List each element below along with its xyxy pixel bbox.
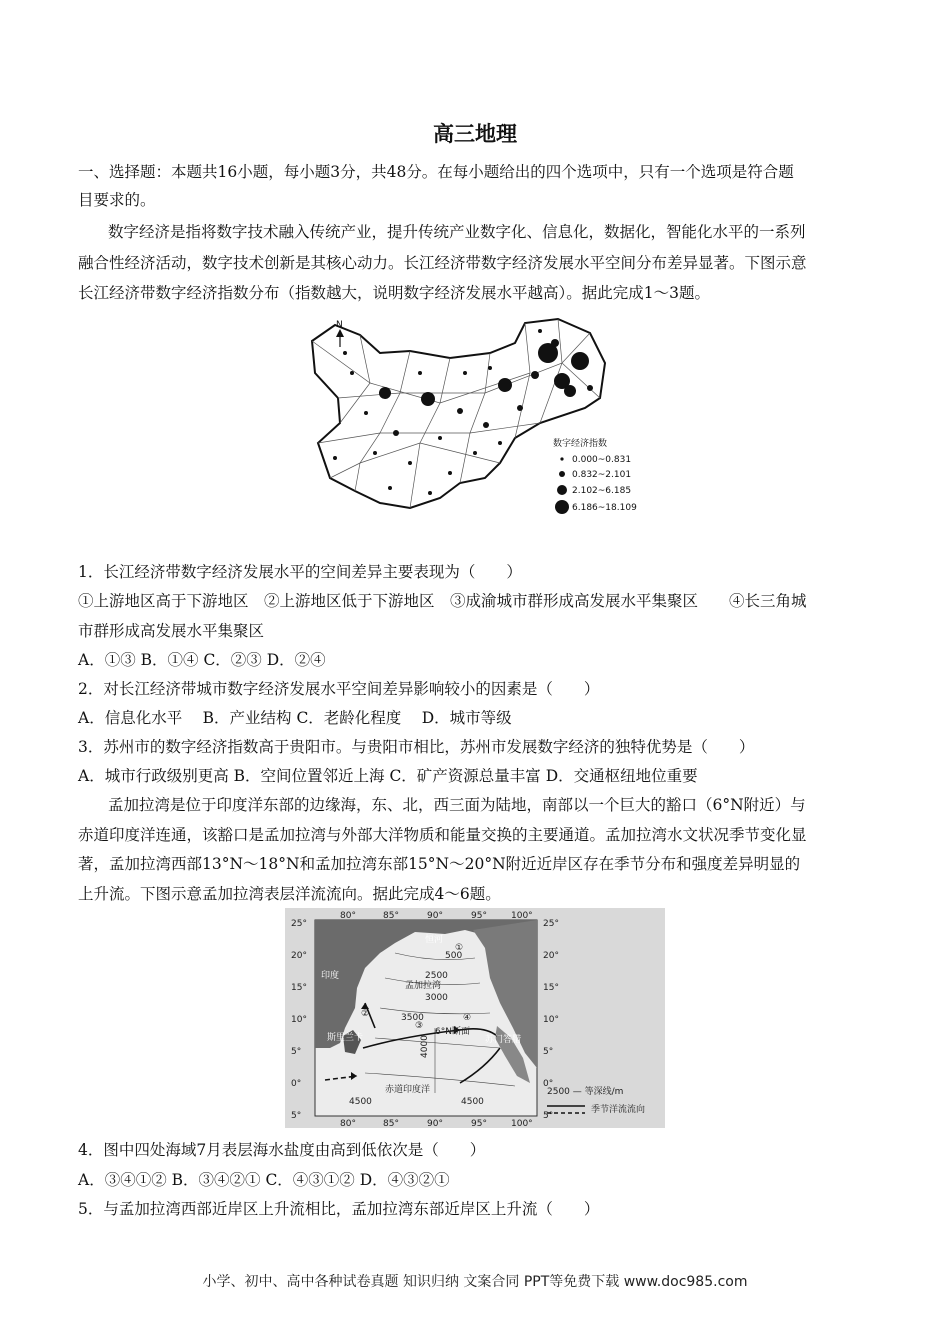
- svg-text:0.832~2.101: 0.832~2.101: [572, 470, 632, 480]
- svg-text:赤道印度洋: 赤道印度洋: [385, 1085, 431, 1095]
- svg-text:100°: 100°: [511, 1119, 533, 1128]
- yangtze-digital-economy-map: [300, 313, 645, 523]
- svg-text:90°: 90°: [427, 1119, 443, 1128]
- svg-text:5°: 5°: [291, 1047, 302, 1057]
- svg-text:6°N断面: 6°N断面: [435, 1027, 470, 1037]
- svg-text:数字经济指数: 数字经济指数: [553, 439, 608, 449]
- svg-text:25°: 25°: [543, 919, 559, 929]
- svg-text:4500: 4500: [461, 1097, 484, 1107]
- bay-of-bengal-current-map: [285, 908, 665, 1128]
- page-title: 高三地理: [433, 121, 517, 146]
- svg-text:500: 500: [445, 951, 463, 961]
- svg-text:5°: 5°: [543, 1047, 554, 1057]
- passage2-line3: 著，孟加拉湾西部13°N～18°N和孟加拉湾东部15°N～20°N附近近岸区存在季节分布和强度差异明显的: [78, 855, 801, 873]
- svg-text:孟加拉湾: 孟加拉湾: [405, 981, 442, 991]
- svg-text:90°: 90°: [427, 911, 443, 921]
- svg-text:25°: 25°: [291, 919, 307, 929]
- svg-text:6.186~18.109: 6.186~18.109: [572, 503, 637, 513]
- svg-text:10°: 10°: [543, 1015, 559, 1025]
- q5-stem: 5．与孟加拉湾西部近岸区上升流相比，孟加拉湾东部近岸区上升流（ ）: [78, 1200, 600, 1218]
- svg-text:③: ③: [415, 1021, 424, 1031]
- svg-text:3500: 3500: [401, 1013, 424, 1023]
- q1-options-line1: ①上游地区高于下游地区 ②上游地区低于下游地区 ③成渝城市群形成高发展水平集聚区 ④长三角城: [78, 592, 807, 610]
- svg-text:季节洋流流向: 季节洋流流向: [591, 1105, 646, 1115]
- passage2-line4: 上升流。下图示意孟加拉湾表层洋流流向。据此完成4～6题。: [78, 885, 501, 903]
- q4-choices: A．③④①② B．③④②① C．④③①② D．④③②①: [78, 1171, 450, 1189]
- svg-text:85°: 85°: [383, 911, 399, 921]
- section-instruction: 一、选择题：本题共16小题，每小题3分，共48分。在每小题给出的四个选项中，只有一个选项是符合题: [78, 163, 794, 181]
- svg-text:85°: 85°: [383, 1119, 399, 1128]
- svg-text:100°: 100°: [511, 911, 533, 921]
- q1-options-line2: 市群形成高发展水平集聚区: [78, 622, 265, 640]
- svg-text:95°: 95°: [471, 911, 487, 921]
- svg-text:②: ②: [361, 1009, 370, 1019]
- svg-text:4500: 4500: [349, 1097, 372, 1107]
- svg-text:20°: 20°: [543, 951, 559, 961]
- map1-legend: [553, 437, 637, 514]
- svg-text:2500 — 等深线/m: 2500 — 等深线/m: [547, 1087, 624, 1097]
- svg-text:④: ④: [463, 1013, 472, 1023]
- passage1-line2: 融合性经济活动，数字技术创新是其核心动力。长江经济带数字经济发展水平空间分布差异显著。下图示意: [78, 254, 807, 272]
- svg-text:80°: 80°: [340, 1119, 356, 1128]
- svg-text:2500: 2500: [425, 971, 448, 981]
- svg-text:苏门答腊: 苏门答腊: [485, 1035, 522, 1045]
- svg-text:4000: 4000: [420, 1035, 430, 1058]
- svg-text:0°: 0°: [291, 1079, 302, 1089]
- svg-text:20°: 20°: [291, 951, 307, 961]
- svg-text:5°: 5°: [291, 1111, 302, 1121]
- section-instruction-cont: 目要求的。: [78, 191, 156, 209]
- q4-stem: 4．图中四处海域7月表层海水盐度由高到低依次是（ ）: [78, 1141, 486, 1159]
- svg-text:10°: 10°: [291, 1015, 307, 1025]
- q2-stem: 2．对长江经济带城市数字经济发展水平空间差异影响较小的因素是（ ）: [78, 680, 600, 698]
- svg-text:3000: 3000: [425, 993, 448, 1003]
- q2-choices: A．信息化水平 B．产业结构 C．老龄化程度 D．城市等级: [78, 709, 512, 727]
- svg-text:N: N: [336, 320, 343, 330]
- passage1-line1: 数字经济是指将数字技术融入传统产业，提升传统产业数字化、信息化，数据化，智能化水平的一系列: [108, 223, 806, 241]
- page-footer: 小学、初中、高中各种试卷真题 知识归纳 文案合同 PPT等免费下载 www.doc985.com: [202, 1274, 748, 1290]
- svg-text:①: ①: [455, 943, 464, 953]
- q3-choices: A．城市行政级别更高 B．空间位置邻近上海 C．矿产资源总量丰富 D．交通枢纽地位重要: [78, 767, 698, 785]
- svg-text:0°: 0°: [543, 1079, 554, 1089]
- svg-text:5°: 5°: [543, 1111, 554, 1121]
- svg-text:0.000~0.831: 0.000~0.831: [572, 455, 632, 465]
- svg-text:95°: 95°: [471, 1119, 487, 1128]
- svg-text:15°: 15°: [543, 983, 559, 993]
- svg-text:恒河: 恒河: [425, 935, 444, 945]
- svg-text:2.102~6.185: 2.102~6.185: [572, 486, 632, 496]
- svg-text:15°: 15°: [291, 983, 307, 993]
- passage2-line2: 赤道印度洋连通，该豁口是孟加拉湾与外部大洋物质和能量交换的主要通道。孟加拉湾水文状况季节变化显: [78, 826, 807, 844]
- q1-choices: A．①③ B．①④ C．②③ D．②④: [78, 651, 326, 669]
- q3-stem: 3．苏州市的数字经济指数高于贵阳市。与贵阳市相比，苏州市发展数字经济的独特优势是（ ）: [78, 738, 755, 756]
- q1-stem: 1．长江经济带数字经济发展水平的空间差异主要表现为（ ）: [78, 563, 522, 581]
- svg-text:80°: 80°: [340, 911, 356, 921]
- svg-text:斯里兰卡: 斯里兰卡: [327, 1033, 364, 1043]
- svg-text:印度: 印度: [321, 971, 340, 981]
- passage1-line3: 长江经济带数字经济指数分布（指数越大，说明数字经济发展水平越高）。据此完成1～3题。: [78, 284, 710, 302]
- passage2-line1: 孟加拉湾是位于印度洋东部的边缘海，东、北，西三面为陆地，南部以一个巨大的豁口（6°N附近）与: [108, 796, 806, 814]
